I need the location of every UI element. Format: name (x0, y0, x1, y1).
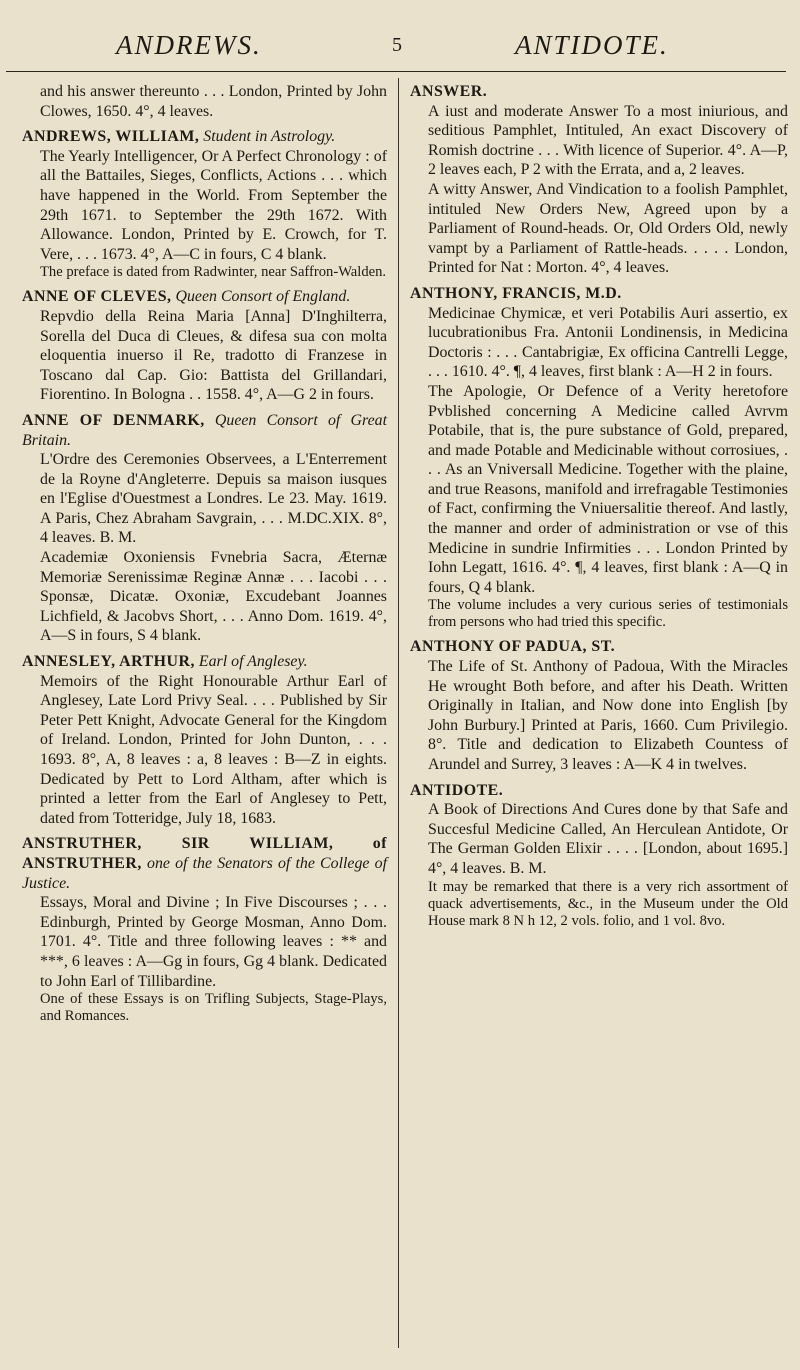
entry-anthony-francis (410, 284, 788, 632)
entry-heading-rest: of ANSTRUTHER, (22, 835, 387, 872)
page-number: 5 (392, 34, 402, 56)
header-left-title: ANDREWS. (116, 30, 262, 60)
entry-heading: ANNE OF DENMARK, (22, 411, 205, 429)
entry-heading: ANTHONY, FRANCIS, M.D. (410, 284, 622, 302)
header-right-title: ANTIDOTE. (515, 30, 669, 60)
entry-note: The volume includes a very curious series of testimonials from persons who had tried this specific. (428, 597, 788, 631)
entry-anstruther (22, 834, 387, 1025)
column-divider (398, 78, 399, 1348)
left-column (22, 82, 387, 1031)
entry-text: A witty Answer, And Vindication to a foolish Pamphlet, intituled New Orders New, Agreed upon by a Parliament of Round-heads. Or, Old Orders Old, newly vampt by a Parliament of Rattle-heads. . . . . London, Printed for Nat : Morton. 4°, 4 leaves. (428, 180, 788, 277)
entry-text: A iust and moderate Answer To a most iniurious, and seditious Pamphlet, Intituled, An exact Discovery of Romish doctrine . . . With licence of Superior. 4°. A—P, 2 leaves each, P 2 with the Errata, and a, 2 leaves. (428, 102, 788, 179)
entry-text: L'Ordre des Ceremonies Observees, a L'Enterrement de la Royne d'Angleterre. Depuis sa maison iusques en l'Eglise d'Ouestmest a Londres. Le 23. May. 1619. A Paris, Chez Abraham Savgrain, . . . M.DC.XIX. 8°, 4 leaves. B. M. (40, 451, 387, 547)
entry-text: and his answer thereunto . . . London, Printed by John Clowes, 1650. 4°, 4 leaves. (40, 83, 387, 120)
entry-anne-of-denmark (22, 411, 387, 646)
entry-heading: ANSWER. (410, 83, 488, 100)
entry-andrews-continued (22, 82, 387, 121)
entry-anthony-of-padua (410, 637, 788, 774)
entry-text: The Apologie, Or Defence of a Verity heretofore Pvblished concerning A Medicine called Avrvm Potabile, that is, the pure substance of Gold, prepared, and made Potable and Medicinable without corrosiues, . . . As an Vniversall Medicine. Together with the plaine, and true Reasons, manifold and irrefragable Testimonies of Fact, confirming the Vniuersalitie thereof. And lastly, the manner and order of administration or vse of this Medicine in sundrie Infirmities . . . London Printed by Iohn Legatt, 1616. 4°. ¶, 4 leaves, first blank : A—Q in fours, Q 4 blank. (428, 382, 788, 596)
entry-text: A Book of Directions And Cures done by that Safe and Succesful Medicine Called, An Herculean Antidote, Or The German Golden Elixir . . . . [London, about 1695.] 4°, 4 leaves. B. M. (428, 801, 788, 877)
entry-heading: ANTHONY OF PADUA, ST. (410, 638, 616, 656)
entry-note: It may be remarked that there is a very rich assortment of quack advertisements, &c., in the Museum under the Old House mark 8 N h 12, 2 vols. folio, and 1 vol. 8vo. (428, 878, 788, 929)
entry-heading: ANTIDOTE. (410, 781, 504, 799)
entry-heading: ANDREWS, WILLIAM, (22, 128, 200, 146)
entry-annesley (22, 652, 387, 828)
right-column (410, 82, 788, 936)
entry-note: The preface is dated from Radwinter, near Saffron-Walden. (40, 264, 387, 281)
entry-heading: ANNE OF CLEVES, (22, 288, 172, 306)
running-header (0, 0, 800, 72)
entry-answer (410, 82, 788, 278)
entry-subtitle: Queen Consort of Great Britain. (22, 411, 387, 449)
entry-note: One of these Essays is on Trifling Subjects, Stage-Plays, and Romances. (40, 991, 387, 1025)
entry-text: Repvdio della Reina Maria [Anna] D'Inghilterra, Sorella del Duca di Cleues, & difesa sua con molta eloquentia inuerso il Re, tradotto di Franzese in Toscano dal Cap. Gio: Battista del Grillandari, Fiorentino. In Bologna . . 1558. 4°, A—G 2 in fours. (40, 307, 387, 404)
entry-antidote (410, 781, 788, 930)
entry-text: The Yearly Intelligencer, Or A Perfect Chronology : of all the Battailes, Sieges, Conflicts, Actions . . . which have happened in the World. From September the 29th 1671. to September the 29th 1672. With Allowance. London, Printed by E. Crowch, for T. Vere, . . . 1673. 4°, A—C in fours, C 4 blank. (40, 147, 387, 263)
entry-anne-of-cleves (22, 287, 387, 405)
entry-heading: ANSTRUTHER, SIR WILLIAM, (22, 835, 334, 853)
entry-text: Essays, Moral and Divine ; In Five Discourses ; . . . Edinburgh, Printed by George Mosman, Anno Dom. 1701. 4°. Title and three following leaves : ** and ***, 6 leaves : A—Gg in fours, Gg 4 blank. Dedicated to John Earl of Tillibardine. (40, 894, 387, 990)
entry-text: The Life of St. Anthony of Padoua, With the Miracles He wrought Both before, and after his Death. Written Originally in Italian, and Now done into English [by John Burbury.] Printed at Paris, 1660. Cum Privilegio. 8°. Title and dedication to Elizabeth Countess of Arundel and Surrey, 3 leaves : A—K 4 in twelves. (428, 658, 788, 773)
header-rule (6, 71, 786, 72)
entry-heading: ANNESLEY, ARTHUR, (22, 653, 195, 671)
entry-subtitle: one of the Senators of the College of Justice. (22, 854, 387, 892)
entry-text: Memoirs of the Right Honourable Arthur Earl of Anglesey, Late Lord Privy Seal. . . . Published by Sir Peter Pett Knight, Advocate General for the Kingdom of Ireland. London, Printed for John Dunton, . . . 1693. 8°, A, 8 leaves : a, 8 leaves : B—Z in eights. Dedicated by Pett to Lord Altham, after which is printed a letter from the Earl of Anglesey to Pett, dated from Totteridge, July 18, 1683. (40, 672, 387, 827)
entry-subtitle: Earl of Anglesey. (198, 653, 308, 671)
entry-andrews-william (22, 127, 387, 281)
entry-text: Academiæ Oxoniensis Fvnebria Sacra, Æternæ Memoriæ Serenissimæ Reginæ Annæ . . . Iacobi . . . Sponsæ, Dicatæ. Oxoniæ, Excudebant Joannes Lichfield, & Jacobvs Short, . . . Anno Dom. 1619. 4°, A—S in fours, S 4 blank. (40, 549, 387, 645)
entry-subtitle: Queen Consort of England. (175, 288, 351, 306)
entry-subtitle: Student in Astrology. (203, 128, 336, 146)
entry-text: Medicinae Chymicæ, et veri Potabilis Auri assertio, ex lucubrationibus Fra. Antonii Londinensis, in Medicina Doctoris : . . . Cantabrigiæ, Ex officina Cantrelli Legge, . . . 1610. 4°. ¶, 4 leaves, first blank : A—H 2 in fours. (428, 304, 788, 381)
